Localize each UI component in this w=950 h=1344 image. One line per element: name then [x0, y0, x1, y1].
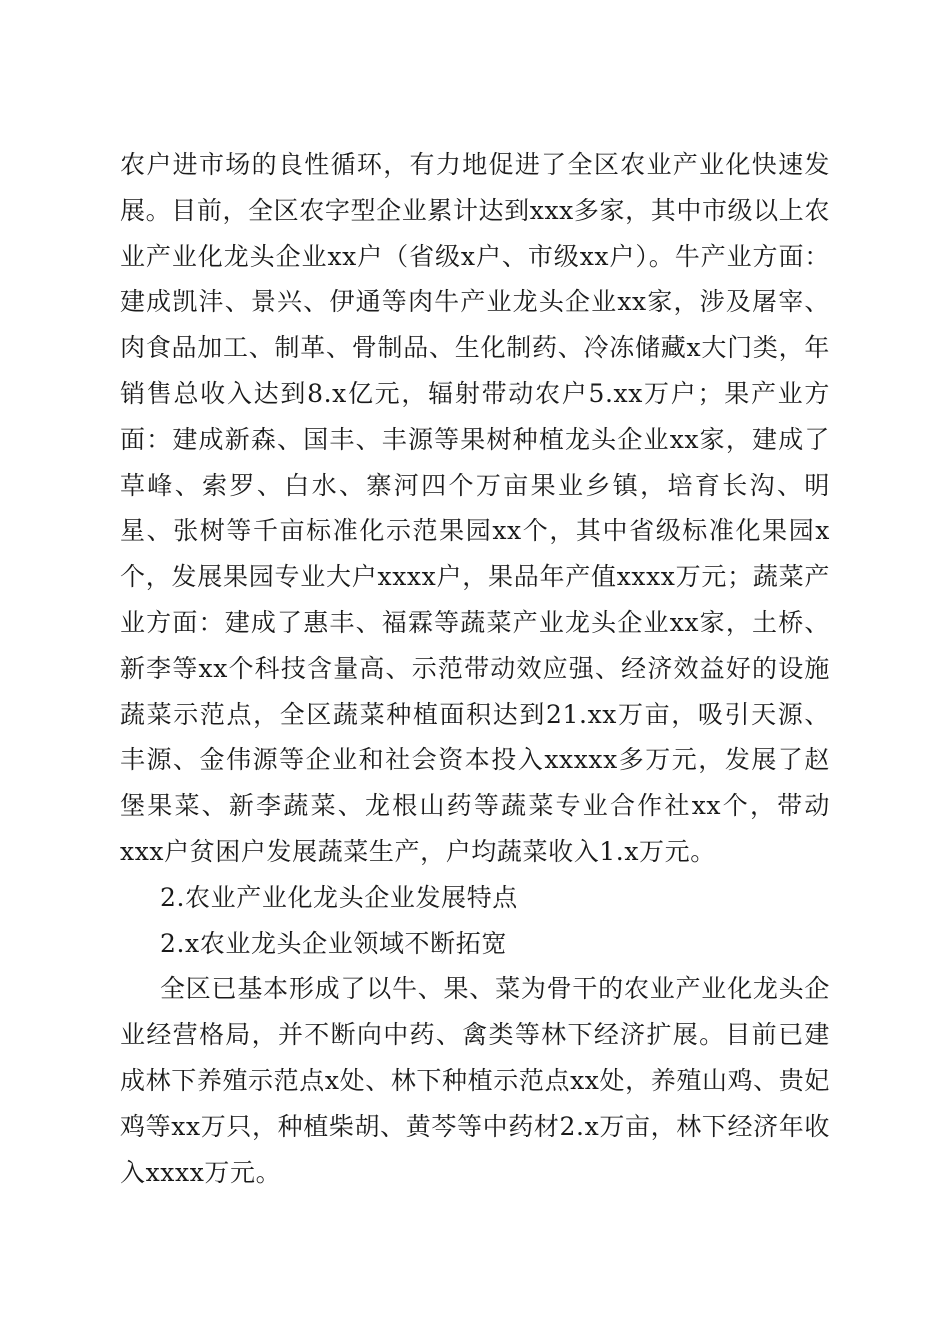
subsection-heading-field-expansion: 2.x农业龙头企业领域不断拓宽	[160, 928, 507, 958]
section-heading-characteristics: 2.农业产业化龙头企业发展特点	[160, 882, 518, 912]
paragraph-forest-economy: 全区已基本形成了以牛、果、菜为骨干的农业产业化龙头企业经营格局，并不断向中药、禽类等林下经济扩展。目前已建成林下养殖示范点x处、林下种植示范点xx处，养殖山鸡、贵妃鸡等xx万只，种植柴胡、黄芩等中药材2.x万亩，林下经济年收入xxxx万元。	[120, 974, 830, 1187]
document-body	[120, 142, 830, 1195]
paragraph-industry-overview: 农户进市场的良性循环，有力地促进了全区农业产业化快速发展。目前，全区农字型企业累计达到xxx多家，其中市级以上农业产业化龙头企业xx户（省级x户、市级xx户）。牛产业方面：建成凯沣、景兴、伊通等肉牛产业龙头企业xx家，涉及屠宰、肉食品加工、制革、骨制品、生化制药、冷冻储藏x大门类，年销售总收入达到8.x亿元，辐射带动农户5.xx万户；果产业方面：建成新森、国丰、丰源等果树种植龙头企业xx家，建成了草峰、索罗、白水、寨河四个万亩果业乡镇，培育长沟、明星、张树等千亩标准化示范果园xx个，其中省级标准化果园x个，发展果园专业大户xxxx户，果品年产值xxxx万元；蔬菜产业方面：建成了惠丰、福霖等蔬菜产业龙头企业xx家，土桥、新李等xx个科技含量高、示范带动效应强、经济效益好的设施蔬菜示范点，全区蔬菜种植面积达到21.xx万亩，吸引天源、丰源、金伟源等企业和社会资本投入xxxxx多万元，发展了赵堡果菜、新李蔬菜、龙根山药等蔬菜专业合作社xx个，带动xxx户贫困户发展蔬菜生产，户均蔬菜收入1.x万元。	[120, 150, 830, 866]
